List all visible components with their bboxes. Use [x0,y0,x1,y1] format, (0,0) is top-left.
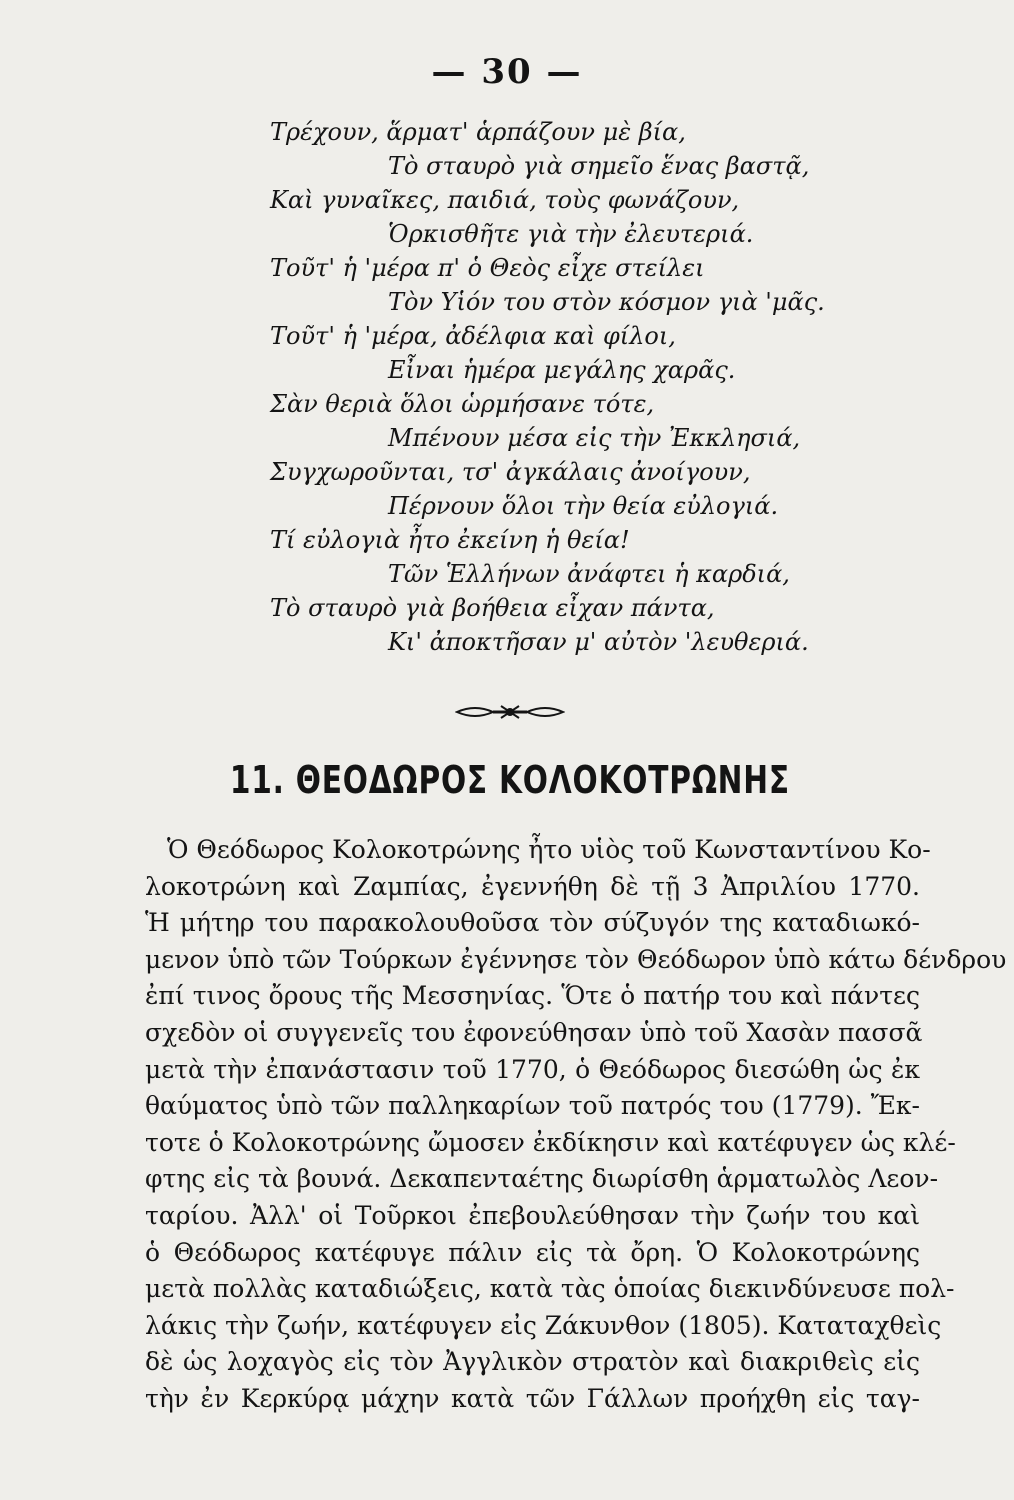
poem-line: Σὰν θεριὰ ὅλοι ὡρμήσανε τότε, [270,390,655,418]
poem-line: Μπένουν μέσα εἰς τὴν Ἐκκλησιά, [388,424,801,452]
poem-line: Τῶν Ἑλλήνων ἀνάφτει ἡ καρδιά, [388,560,790,588]
body-line: λοκοτρώνη καὶ Ζαμπίας, ἐγεννήθη δὲ τῇ 3 Ἀπριλίου 1770. [145,871,920,901]
body-paragraph [145,832,1007,1418]
body-line: ταρίου. Ἀλλ' οἱ Τοῦρκοι ἐπεβουλεύθησαν τὴν ζωήν του καὶ [145,1200,920,1230]
poem-line: Τὸν Υἱόν του στὸν κόσμον γιὰ 'μᾶς. [388,288,825,316]
body-line: δὲ ὡς λοχαγὸς εἰς τὸν Ἀγγλικὸν στρατὸν καὶ διακριθεὶς εἰς [145,1347,920,1377]
poem-line: Τί εὐλογιὰ ἦτο ἐκείνη ἡ θεία! [270,526,630,554]
section-heading: 11. ΘΕΟΔΩΡΟΣ ΚΟΛΟΚΟΤΡΩΝΗΣ [229,758,790,802]
poem-line: Εἶναι ἡμέρα μεγάλης χαρᾶς. [388,356,736,384]
poem-line: Συγχωροῦνται, τσ' ἀγκάλαις ἀνοίγουν, [270,458,751,486]
body-line: μετὰ πολλὰς καταδιώξεις, κατὰ τὰς ὁποίας διεκινδύνευσε πολ- [145,1274,955,1304]
body-line: τὴν ἐν Κερκύρᾳ μάχην κατὰ τῶν Γάλλων προήχθη εἰς ταγ- [145,1383,920,1413]
body-line: τοτε ὁ Κολοκοτρώνης ὤμοσεν ἐκδίκησιν καὶ κατέφυγεν ὡς κλέ- [145,1127,956,1157]
body-line: λάκις τὴν ζωήν, κατέφυγεν εἰς Ζάκυνθον (1805). Καταταχθεὶς [145,1310,942,1340]
poem-line: Τοῦτ' ἡ 'μέρα, ἀδέλφια καὶ φίλοι, [270,322,676,350]
poem-line: Τὸ σταυρὸ γιὰ σημεῖο ἕνας βαστᾷ, [388,152,810,180]
poem-line: Καὶ γυναῖκες, παιδιά, τοὺς φωνάζουν, [270,186,740,214]
ornament-divider-icon [455,700,565,724]
poem-line: Τοῦτ' ἡ 'μέρα π' ὁ Θεὸς εἶχε στείλει [270,254,705,282]
poem-line: Πέρνουν ὅλοι τὴν θεία εὐλογιά. [388,492,779,520]
body-line: μετὰ τὴν ἐπανάστασιν τοῦ 1770, ὁ Θεόδωρος διεσώθη ὡς ἐκ [145,1054,920,1084]
body-line: σχεδὸν οἱ συγγενεῖς του ἐφονεύθησαν ὑπὸ τοῦ Χασὰν πασσᾶ [145,1017,923,1047]
body-line: Ἡ μήτηρ του παρακολουθοῦσα τὸν σύζυγόν της καταδιωκό- [145,908,920,938]
body-line: μενον ὑπὸ τῶν Τούρκων ἐγέννησε τὸν Θεόδωρον ὑπὸ κάτω δένδρου [145,944,1007,974]
poem [270,115,910,659]
page-number: — 30 — [431,52,583,92]
poem-line: Τὸ σταυρὸ γιὰ βοήθεια εἶχαν πάντα, [270,594,715,622]
body-line: Ὁ Θεόδωρος Κολοκοτρώνης ἦτο υἱὸς τοῦ Κωνσταντίνου Κο- [167,835,931,864]
poem-line: Τρέχουν, ἅρματ' ἁρπάζουν μὲ βία, [270,118,686,146]
body-line: φτης εἰς τὰ βουνά. Δεκαπενταέτης διωρίσθη ἁρματωλὸς Λεον- [145,1164,939,1194]
poem-line: Ὁρκισθῆτε γιὰ τὴν ἐλευτεριά. [388,220,754,248]
body-line: ὁ Θεόδωρος κατέφυγε πάλιν εἰς τὰ ὄρη. Ὁ Κολοκοτρώνης [145,1237,920,1267]
poem-line: Κι' ἀποκτῆσαν μ' αὐτὸν 'λευθεριά. [388,628,809,656]
body-line: ἐπί τινος ὄρους τῆς Μεσσηνίας. Ὅτε ὁ πατήρ του καὶ πάντες [145,981,920,1011]
body-line: θαύματος ὑπὸ τῶν παλληκαρίων τοῦ πατρός του (1779). Ἔκ- [145,1091,920,1121]
